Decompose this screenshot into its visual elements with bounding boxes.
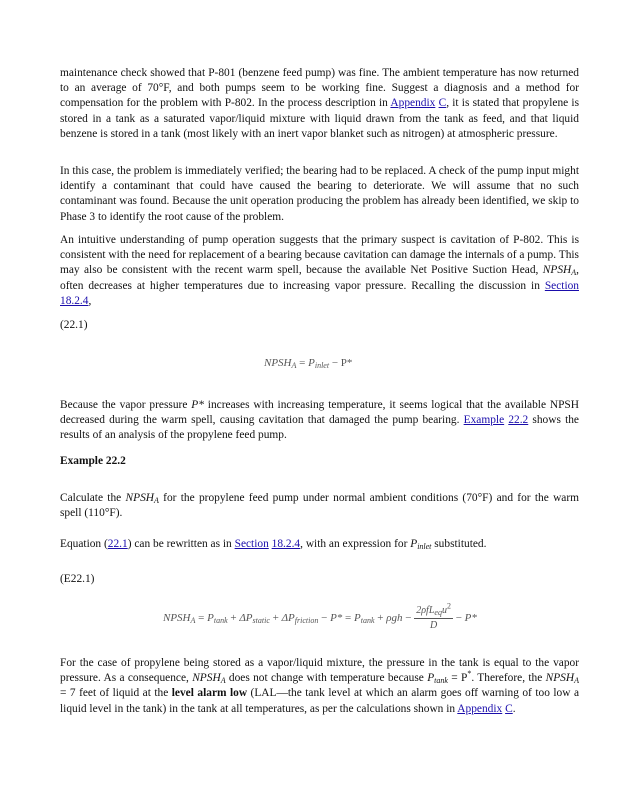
- example-heading: Example 22.2: [60, 455, 126, 467]
- paragraph-maintenance-check: maintenance check showed that P-801 (benzene feed pump) was fine. The ambient temperature has now returned to an average of 70°F, and both pumps seem to be working fine. Suggest a diagnosis and a method for compensation for the problem with P-802. In the process description in Appendix C, it is stated that propylene is stored in a tank as a saturated vapor/liquid mixture with liquid drawn from the tank as feed, and that liquid benzene is stored in a tank (most likely with an inert vapor blanket such as nitrogen) at atmospheric pressure.: [60, 67, 579, 140]
- appendix-c-link[interactable]: C: [438, 97, 447, 110]
- section-link[interactable]: Section: [544, 279, 579, 292]
- appendix-link[interactable]: Appendix: [390, 97, 436, 110]
- equation-label-22-1: (22.1): [60, 319, 88, 331]
- equation-22-1: $NPSH_A = P_{inlet} - P*$: [264, 357, 353, 370]
- example-link[interactable]: Example: [463, 414, 505, 427]
- section-link-2[interactable]: Section: [234, 538, 269, 550]
- example-22-2-link[interactable]: 22.2: [508, 414, 529, 427]
- paragraph-cavitation: An intuitive understanding of pump operation suggests that the primary suspect is cavitation of P-802. This is consistent with the need for replacement of a bearing because cavitation can damage the internals of a pump. This may also be consistent with the recent warm spell, because the available Net Positive Suction Head, $NPSH_A$, often decreases at higher temperatures due to increasing vapor pressure. Recalling the discussion in Section 18.2.4,: [60, 234, 579, 307]
- section-18-2-4-link-2[interactable]: 18.2.4: [271, 538, 301, 550]
- paragraph-vapor-pressure: Because the vapor pressure P* increases with increasing temperature, it seems logical that the available NPSH decreased during the warm spell, causing cavitation that damaged the pump bearing. Example 22.2 shows the results of an analysis of the propylene feed pump.: [60, 399, 579, 442]
- paragraph-problem-verified: In this case, the problem is immediately verified; the bearing had to be replaced. A check of the pump input might identify a contaminant that could have caused the bearing to deteriorate. We will assume that no such contaminant was found. Because the unit operation producing the problem has already been identified, we skip to Phase 3 to identify the root cause of the problem.: [60, 165, 579, 223]
- paragraph-equation-rewritten: Equation (22.1) can be rewritten as in Section 18.2.4, with an expression for $P_{inlet}$ substituted.: [60, 538, 487, 551]
- appendix-c-link-2[interactable]: C: [505, 702, 513, 715]
- friction-fraction: $\frac{2\rho fL_{eq}u^2}{D}$: [416, 601, 451, 631]
- equation-e22-1: $NPSH_A = P_{tank} + \Delta P_{static} + \Delta P_{friction} - P* = P_{tank} + \rho gh$ − $\frac{2\rho fL_{eq}u^2}{D}$ − P*: [163, 601, 477, 631]
- appendix-link-2[interactable]: Appendix: [457, 702, 503, 715]
- section-18-2-4-link[interactable]: 18.2.4: [60, 294, 89, 307]
- paragraph-vapor-liquid-mixture: For the case of propylene being stored as a vapor/liquid mixture, the pressure in the tank is equal to the vapor pressure. As a consequence, $NPSH_A$ does not change with temperature because $P_{tank} = P^*$. Therefore, the $NPSH_A = 7$ feet of liquid at the level alarm low (LAL—the tank level at which an alarm goes off warning of too low a liquid level in the tank) in the tank at all temperatures, as per the calculations shown in Appendix C.: [60, 657, 579, 715]
- equation-22-1-link[interactable]: 22.1: [107, 538, 128, 550]
- level-alarm-low-term: level alarm low: [171, 687, 248, 700]
- paragraph-calculate-npsh: Calculate the $NPSH_A$ for the propylene feed pump under normal ambient conditions (70°F) and for the warm spell (110°F).: [60, 492, 580, 520]
- equation-label-e22-1: (E22.1): [60, 573, 95, 585]
